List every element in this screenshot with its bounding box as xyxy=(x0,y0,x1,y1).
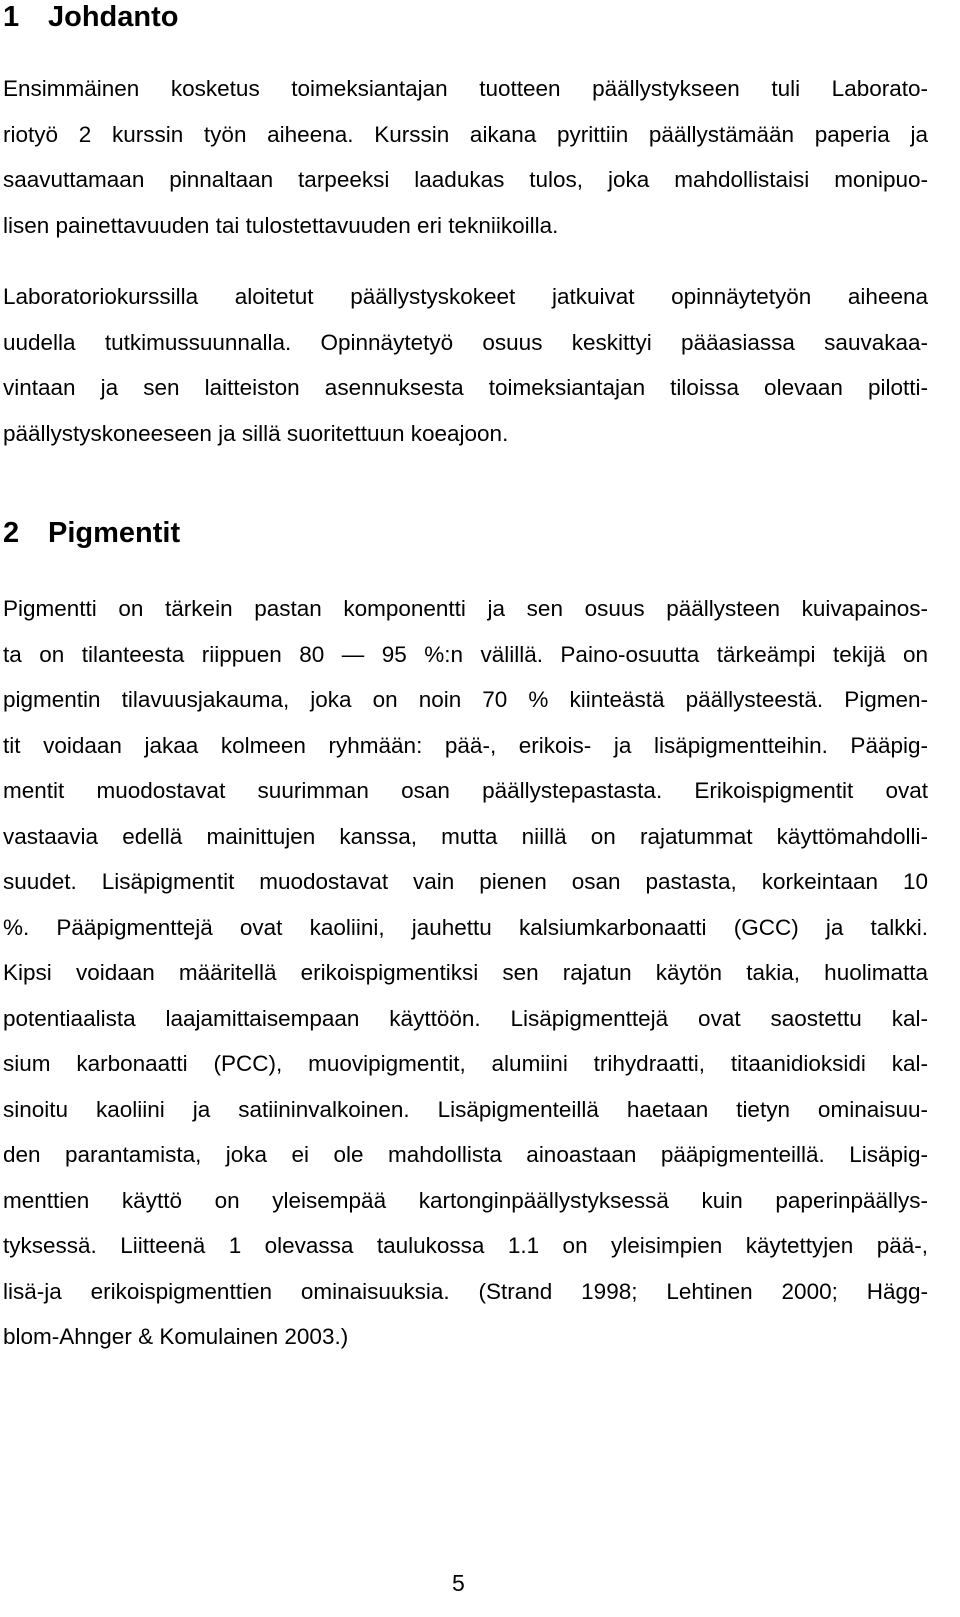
section-1-heading xyxy=(3,0,928,34)
section-2-heading xyxy=(3,516,928,550)
text-line: menttien käyttö on yleisempää kartonginpäällystyksessä kuin paperinpäällys- xyxy=(3,1187,928,1213)
text-line: lisen painettavuuden tai tulostettavuuden eri tekniikoilla. xyxy=(3,212,559,238)
text-line: sinoitu kaoliini ja satiininvalkoinen. Lisäpigmenteillä haetaan tietyn ominaisuu- xyxy=(3,1096,928,1122)
text-line: den parantamista, joka ei ole mahdollista ainoastaan pääpigmenteillä. Lisäpig- xyxy=(3,1142,928,1167)
text-line: vastaavia edellä mainittujen kanssa, mutta niillä on rajatummat käyttömahdolli- xyxy=(3,823,928,849)
text-line: vintaan ja sen laitteiston asennuksesta toimeksiantajan tiloissa olevaan pilotti- xyxy=(3,375,928,400)
heading-number: 1 xyxy=(3,1,20,33)
text-line: Kipsi voidaan määritellä erikoispigmentiksi sen rajatun käytön takia, huolimatta xyxy=(3,960,928,985)
text-line: potentiaalista laajamittaisempaan käyttöön. Lisäpigmenttejä ovat saostettu kal- xyxy=(3,1005,928,1031)
heading-title: Johdanto xyxy=(48,1,179,33)
heading-johdanto xyxy=(3,0,928,34)
paragraph xyxy=(3,274,928,456)
text-line: pigmentin tilavuusjakauma, joka on noin 70 % kiinteästä päällysteestä. Pigmen- xyxy=(3,687,928,712)
text-line: tyksessä. Liitteenä 1 olevassa taulukossa 1.1 on yleisimpien käytettyjen pää-, xyxy=(3,1233,928,1258)
text-line: saavuttamaan pinnaltaan tarpeeksi laadukas tulos, joka mahdollistaisi monipuo- xyxy=(3,167,928,192)
text-line: päällystyskoneeseen ja sillä suoritettuun koeajoon. xyxy=(3,420,509,446)
text-line: ta on tilanteesta riippuen 80 — 95 %:n välillä. Paino-osuutta tärkeämpi tekijä on xyxy=(3,641,928,667)
text-line: %. Pääpigmenttejä ovat kaoliini, jauhettu kalsiumkarbonaatti (GCC) ja talkki. xyxy=(3,914,928,940)
text-line: Ensimmäinen kosketus toimeksiantajan tuotteen päällystykseen tuli Laborato- xyxy=(3,76,928,101)
text-line: sium karbonaatti (PCC), muovipigmentit, alumiini trihydraatti, titaanidioksidi kal- xyxy=(3,1051,928,1076)
heading-title: Pigmentit xyxy=(48,517,181,549)
text-line: mentit muodostavat suurimman osan päällystepastasta. Erikoispigmentit ovat xyxy=(3,778,928,803)
text-line: riotyö 2 kurssin työn aiheena. Kurssin aikana pyrittiin päällystämään paperia ja xyxy=(3,121,928,147)
text-line: lisä-ja erikoispigmenttien ominaisuuksia. (Strand 1998; Lehtinen 2000; Hägg- xyxy=(3,1278,928,1304)
paragraph xyxy=(3,586,928,1360)
paragraph xyxy=(3,66,928,248)
page-number: 5 xyxy=(452,1570,465,1596)
text-line: Laboratoriokurssilla aloitetut päällystyskokeet jatkuivat opinnäytetyön aiheena xyxy=(3,284,928,309)
heading-pigmentit xyxy=(3,516,928,550)
text-line: uudella tutkimussuunnalla. Opinnäytetyö osuus keskittyi pääasiassa sauvakaa- xyxy=(3,329,928,355)
text-line: tit voidaan jakaa kolmeen ryhmään: pää-, erikois- ja lisäpigmentteihin. Pääpig- xyxy=(3,732,928,758)
heading-number: 2 xyxy=(3,517,20,549)
text-line: suudet. Lisäpigmentit muodostavat vain pienen osan pastasta, korkeintaan 10 xyxy=(3,869,928,894)
text-line: blom-Ahnger & Komulainen 2003.) xyxy=(3,1324,349,1349)
text-line: Pigmentti on tärkein pastan komponentti ja sen osuus päällysteen kuivapainos- xyxy=(3,596,928,621)
